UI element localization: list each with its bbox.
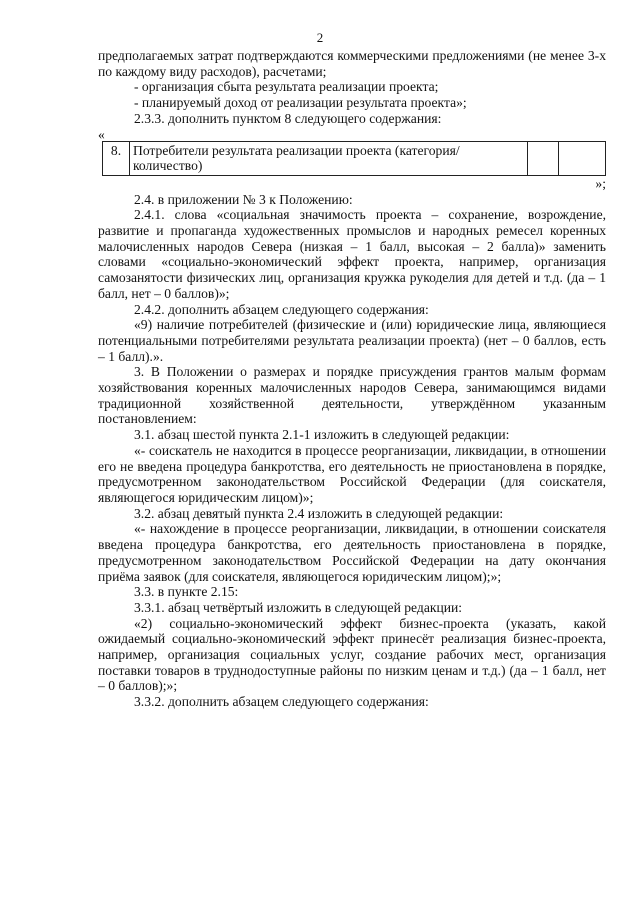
quote-close-mark: »; xyxy=(595,175,606,191)
page-number: 2 xyxy=(316,30,324,45)
paragraph-planned-income: - планируемый доход от реализации результата проекта»; xyxy=(134,95,467,111)
quote-open-mark: « xyxy=(98,126,105,142)
paragraph-3-3-1: 3.3.1. абзац четвёртый изложить в следующей редакции: xyxy=(134,599,463,615)
table-cell-empty-1 xyxy=(528,141,559,175)
criteria-table xyxy=(102,141,606,176)
paragraph-applicant-condition: «- соискатель не находится в процессе реорганизации, ликвидации, в отношении его не введена процедура банкротства, его деятельность не приостановлена в порядке, предусмотренном законодательством Российской Федерации (для соискателя, являющегося юридическим лицом)»; xyxy=(98,442,606,505)
paragraph-2-3-3: 2.3.3. дополнить пунктом 8 следующего содержания: xyxy=(134,110,442,126)
paragraph-2-4-1: 2.4.1. слова «социальная значимость проекта – сохранение, возрождение, развитие и пропаганда художественных промыслов и народных ремесел коренных малочисленных народов Севера (низкая – 1 балл, высокая – 2 балла)» заменить словами «социально-экономический эффект проекта, например, организация самозанятости физических лиц, организация кружка рукоделия для детей и т.д. (да – 1 балл, нет – 0 баллов)»; xyxy=(98,207,606,301)
paragraph-2-4-2: 2.4.2. дополнить абзацем следующего содержания: xyxy=(134,301,429,317)
table-cell-criterion: Потребители результата реализации проекта (категория/количество) xyxy=(130,141,528,175)
paragraph-2-4: 2.4. в приложении № 3 к Положению: xyxy=(134,191,353,207)
paragraph-3-1: 3.1. абзац шестой пункта 2.1-1 изложить в следующей редакции: xyxy=(134,427,510,443)
paragraph-3: 3. В Положении о размерах и порядке присуждения грантов малым формам хозяйствования коренных малочисленных народов Севера, занимающимся видами традиционной хозяйственной деятельности, утверждённом указанным постановлением: xyxy=(98,364,606,427)
paragraph-3-3-2: 3.3.2. дополнить абзацем следующего содержания: xyxy=(134,694,429,710)
document-body xyxy=(98,48,606,710)
paragraph-3-2: 3.2. абзац девятый пункта 2.4 изложить в следующей редакции: xyxy=(134,505,504,521)
paragraph-3-3: 3.3. в пункте 2.15: xyxy=(134,584,239,600)
paragraph-socio-economic-effect: «2) социально-экономический эффект бизнес-проекта (указать, какой ожидаемый социально-экономический эффект принесёт реализация бизнес-проекта, например, организация социальных услуг, создание рабочих мест, организация поставки товаров в труднодоступные районы по низким ценам и т.д.) (да – 1 балл, нет – 0 баллов);»; xyxy=(98,615,606,694)
table-cell-number: 8. xyxy=(103,141,130,175)
paragraph-sales-organization: - организация сбыта результата реализации проекта; xyxy=(134,79,439,95)
paragraph-item-9: «9) наличие потребителей (физические и (или) юридические лица, являющиеся потенциальными потребителями результата реализации проекта) (нет – 0 баллов, есть – 1 балл).». xyxy=(98,317,606,364)
table-cell-empty-2 xyxy=(559,141,606,175)
paragraph-costs-confirmation: предполагаемых затрат подтверждаются коммерческими предложениями (не менее 3-х по каждому виду расходов), расчетами; xyxy=(98,48,606,79)
table-row xyxy=(103,141,606,175)
paragraph-reorganization: «- нахождение в процессе реорганизации, ликвидации, в отношении соискателя введена процедура банкротства, его деятельность приостановлена в порядке, предусмотренном законодательством Российской Федерации на дату окончания приёма заявок (для соискателя, являющегося юридическим лицом);»; xyxy=(98,521,606,584)
